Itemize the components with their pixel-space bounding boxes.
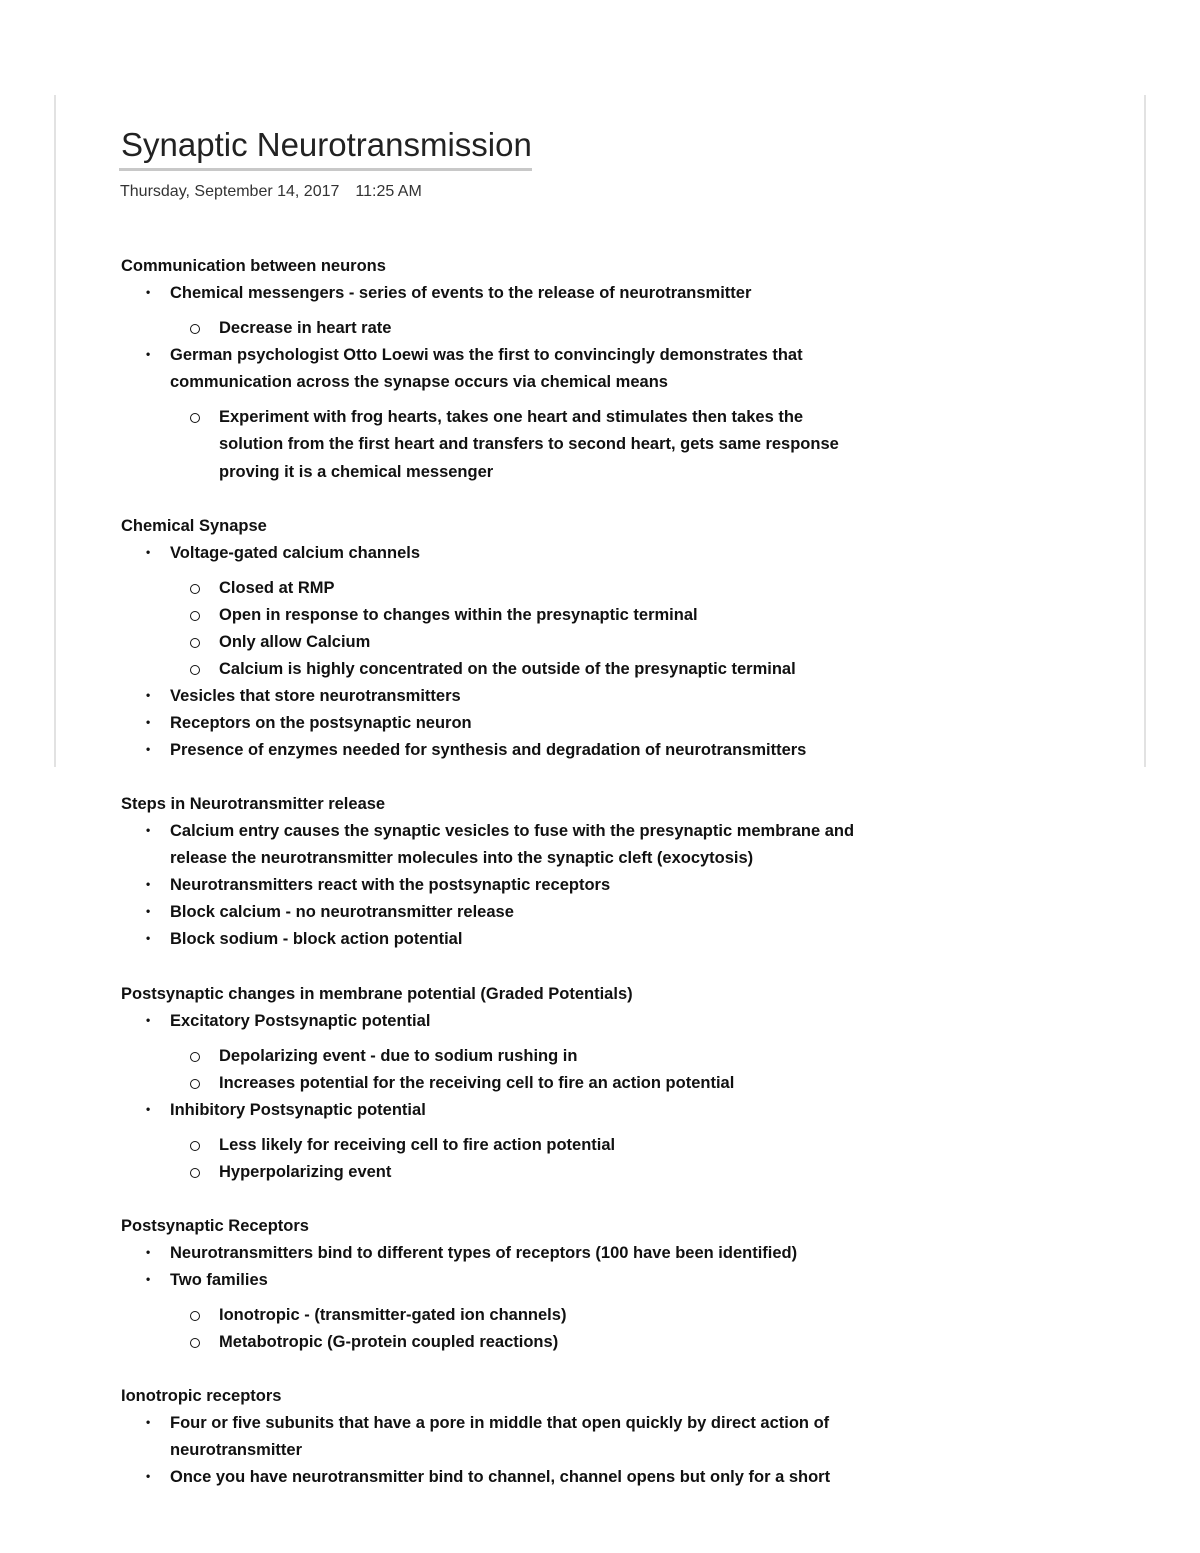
sub-list-item: Calcium is highly concentrated on the outside of the presynaptic terminal: [219, 660, 796, 678]
sub-bullet-circle-icon: [190, 584, 200, 594]
list-item: Inhibitory Postsynaptic potential: [170, 1101, 426, 1119]
bullet-dot-icon: •: [146, 931, 151, 945]
section-heading: Steps in Neurotransmitter release: [121, 795, 386, 813]
list-item: Presence of enzymes needed for synthesis and degradation of neurotransmitters: [170, 741, 807, 759]
sub-bullet-circle-icon: [190, 413, 200, 423]
sub-list-item: Hyperpolarizing event: [219, 1163, 392, 1181]
list-item-continuation: release the neurotransmitter molecules into the synaptic cleft (exocytosis): [170, 849, 754, 867]
sub-bullet-circle-icon: [190, 1141, 200, 1151]
sub-bullet-circle-icon: [190, 324, 200, 334]
sub-bullet-circle-icon: [190, 665, 200, 675]
sub-list-item: Ionotropic - (transmitter-gated ion channels): [219, 1306, 567, 1324]
sub-bullet-circle-icon: [190, 1338, 200, 1348]
sub-bullet-circle-icon: [190, 1311, 200, 1321]
page-datetime: [120, 183, 422, 201]
section-heading: Communication between neurons: [121, 257, 386, 275]
page-edge-left: [54, 95, 56, 767]
sub-bullet-circle-icon: [190, 1052, 200, 1062]
sub-list-item: Closed at RMP: [219, 579, 335, 597]
sub-list-item: Decrease in heart rate: [219, 319, 392, 337]
list-item: Block calcium - no neurotransmitter release: [170, 903, 514, 921]
sub-list-item-continuation: solution from the first heart and transfers to second heart, gets same response: [219, 435, 839, 453]
bullet-dot-icon: •: [146, 715, 151, 729]
sub-list-item: Open in response to changes within the presynaptic terminal: [219, 606, 698, 624]
sub-bullet-circle-icon: [190, 1079, 200, 1089]
bullet-dot-icon: •: [146, 285, 151, 299]
sub-list-item: Metabotropic (G-protein coupled reactions): [219, 1333, 559, 1351]
sub-list-item: Depolarizing event - due to sodium rushing in: [219, 1047, 578, 1065]
sub-list-item: Less likely for receiving cell to fire action potential: [219, 1136, 616, 1154]
list-item: Neurotransmitters bind to different types of receptors (100 have been identified): [170, 1244, 798, 1262]
bullet-dot-icon: •: [146, 823, 151, 837]
section-heading: Postsynaptic changes in membrane potential (Graded Potentials): [121, 985, 633, 1003]
sub-bullet-circle-icon: [190, 611, 200, 621]
page-edge-right: [1144, 95, 1146, 767]
list-item: Receptors on the postsynaptic neuron: [170, 714, 472, 732]
list-item: Vesicles that store neurotransmitters: [170, 687, 461, 705]
sub-list-item: Increases potential for the receiving cell to fire an action potential: [219, 1074, 735, 1092]
bullet-dot-icon: •: [146, 1102, 151, 1116]
list-item: Once you have neurotransmitter bind to channel, channel opens but only for a short: [170, 1468, 831, 1486]
bullet-dot-icon: •: [146, 877, 151, 891]
section-heading: Postsynaptic Receptors: [121, 1217, 309, 1235]
bullet-dot-icon: •: [146, 904, 151, 918]
section-heading: Ionotropic receptors: [121, 1387, 282, 1405]
bullet-dot-icon: •: [146, 1272, 151, 1286]
title-underline: [119, 168, 532, 171]
bullet-dot-icon: •: [146, 545, 151, 559]
sub-bullet-circle-icon: [190, 638, 200, 648]
page-title: Synaptic Neurotransmission: [121, 126, 532, 163]
bullet-dot-icon: •: [146, 1469, 151, 1483]
list-item: Voltage-gated calcium channels: [170, 544, 421, 562]
bullet-dot-icon: •: [146, 347, 151, 361]
list-item: Calcium entry causes the synaptic vesicles to fuse with the presynaptic membrane and: [170, 822, 855, 840]
sub-list-item: Only allow Calcium: [219, 633, 371, 651]
list-item-continuation: communication across the synapse occurs via chemical means: [170, 373, 668, 391]
bullet-dot-icon: •: [146, 1245, 151, 1259]
list-item: Chemical messengers - series of events to the release of neurotransmitter: [170, 284, 752, 302]
sub-list-item: Experiment with frog hearts, takes one heart and stimulates then takes the: [219, 408, 804, 426]
bullet-dot-icon: •: [146, 1013, 151, 1027]
list-item: German psychologist Otto Loewi was the first to convincingly demonstrates that: [170, 346, 803, 364]
bullet-dot-icon: •: [146, 742, 151, 756]
page-date: Thursday, September 14, 2017: [120, 183, 340, 200]
bullet-dot-icon: •: [146, 688, 151, 702]
sub-list-item-continuation: proving it is a chemical messenger: [219, 463, 494, 481]
section-heading: Chemical Synapse: [121, 517, 267, 535]
bullet-dot-icon: •: [146, 1415, 151, 1429]
list-item: Four or five subunits that have a pore in middle that open quickly by direct action of: [170, 1414, 830, 1432]
sub-bullet-circle-icon: [190, 1168, 200, 1178]
list-item: Block sodium - block action potential: [170, 930, 463, 948]
list-item-continuation: neurotransmitter: [170, 1441, 303, 1459]
page-time: 11:25 AM: [355, 183, 422, 200]
list-item: Excitatory Postsynaptic potential: [170, 1012, 431, 1030]
list-item: Neurotransmitters react with the postsynaptic receptors: [170, 876, 611, 894]
list-item: Two families: [170, 1271, 268, 1289]
